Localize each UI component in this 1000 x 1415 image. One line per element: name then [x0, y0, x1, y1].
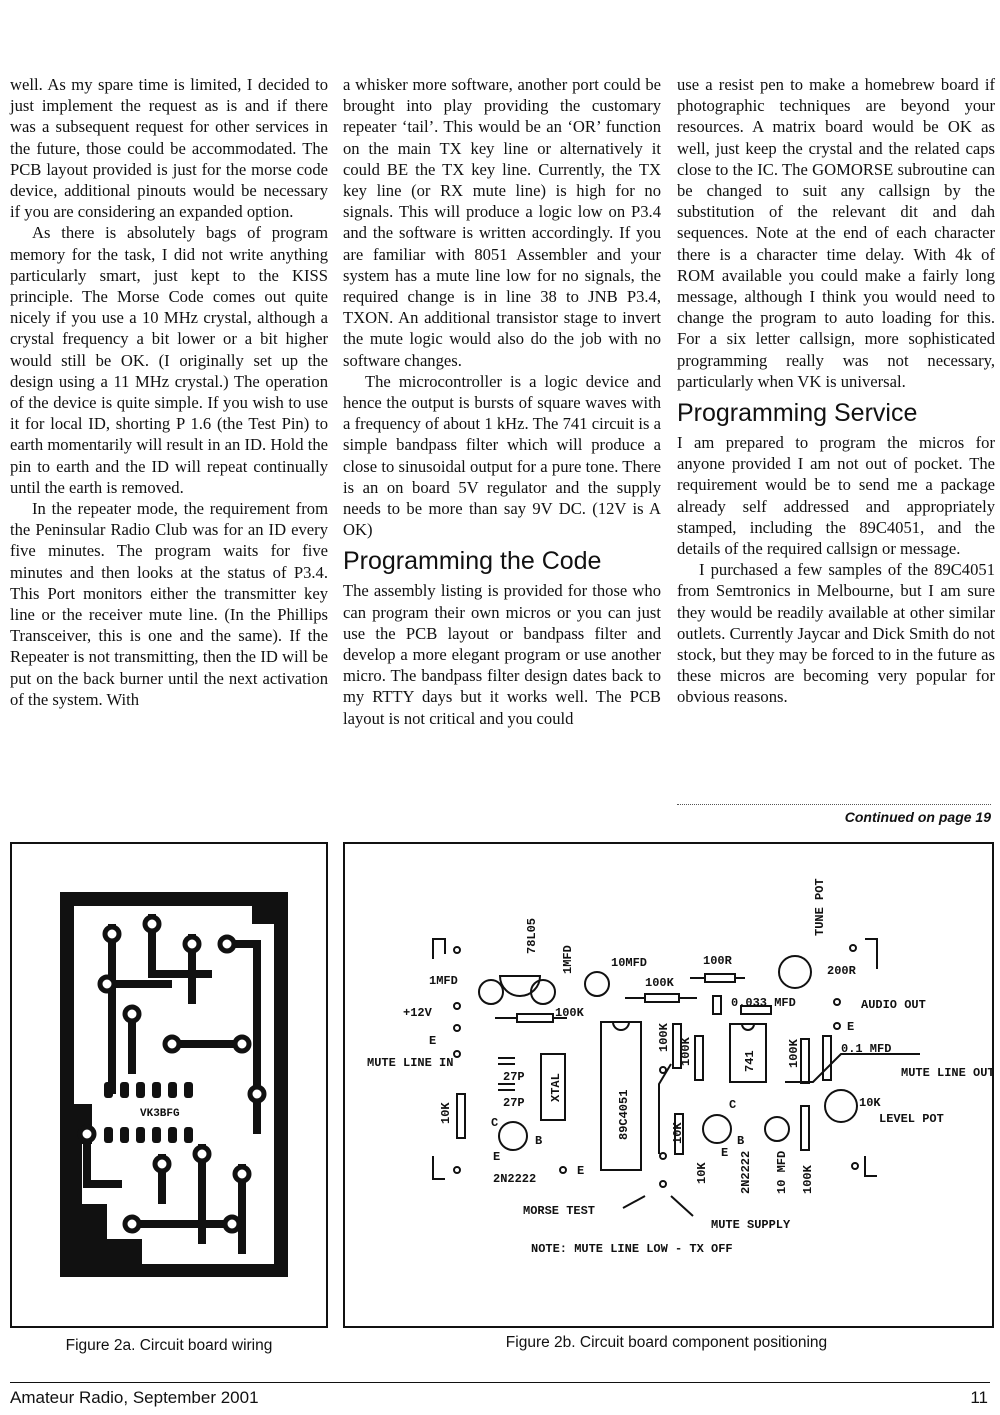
label: 100K	[657, 1023, 671, 1052]
paragraph: In the repeater mode, the requirement from the Peninsular Radio Club was for an ID every five minutes. The program waits for five minutes and then looks at the status of P3.4. This Port monitors either the transmitter key line or the receiver mute line. (In the Phillips Transceiver, this is one and the same). If the Repeater is not transmitting, then the ID will be put on the back burner until the next activation of the system. With	[10, 499, 328, 709]
label: B	[535, 1134, 543, 1148]
page-number: 11	[970, 1388, 988, 1407]
footer-publication: Amateur Radio, September 2001	[10, 1388, 259, 1407]
label: 100R	[703, 954, 732, 968]
paragraph: a whisker more software, another port could be brought into play providing the customary repeater ‘tail’. This would be an ‘OR’ function on the main TX key line or alternatively it could BE the TX key line. Currently, the TX key line (or RX mute line) is high for no signals. This will produce a logic low on P3.4 and the software is written accordingly. If you are familiar with 8051 Assembler and your system has a mute line low for no signals, the required change is in line 38 to JNB P3.4, TXON. An additional transistor stage to invert the mute logic would also do the job with no software changes.	[343, 75, 661, 370]
text-column-2	[343, 74, 661, 729]
label: 100K	[801, 1165, 815, 1194]
label: 100K	[555, 1006, 584, 1020]
label: 741	[743, 1050, 757, 1072]
label: 0.1 MFD	[841, 1042, 892, 1056]
label: MUTE SUPPLY	[711, 1218, 791, 1232]
figure-2a-caption: Figure 2a. Circuit board wiring	[65, 1337, 273, 1354]
paragraph: I purchased a few samples of the 89C4051 from Semtronics in Melbourne, but I am sure they would be readily available at other similar outlets. Currently Jaycar and Dick Smith do not stock, but they may be forced to in the future as these micros are becoming very popular for obvious reasons.	[677, 560, 995, 707]
paragraph: use a resist pen to make a homebrew board if photographic techniques are beyond your resources. A matrix board would be OK as well, just keep the crystal and the related caps close to the IC. The GOMORSE subroutine can be changed to suit any callsign by the substitution of the relevant dit and dah sequences. Note at the end of each character there is a character time delay. With 4k of ROM available you could make a fairly long message, although I think you would need to change the program to auto loading for this. For a six letter callsign, more sophisticated programming really was not necessary, particularly when VK is universal.	[677, 75, 995, 391]
paragraph: As there is absolutely bags of program memory for the task, I did not write anything particularly smart, just kept to the KISS principle. The Morse Code comes out quite nicely if you use a 10 MHz crystal, although a crystal frequency a bit lower or a bit higher would still be OK. (I originally set up the design using a 11 MHz crystal.) The operation of the device is quite simple. If you wish to use it for local ID, shorting P 1.6 (the Test Pin) to earth momentarily will result in an ID. Hold the pin to earth and the ID will repeat continually until the earth is removed.	[10, 223, 328, 497]
label: 1MFD	[561, 945, 575, 974]
label: 10K	[671, 1122, 685, 1144]
label: 89C4051	[617, 1089, 631, 1140]
label: MUTE LINE OUT	[901, 1066, 992, 1080]
text-column-1	[10, 74, 328, 710]
label: TUNE POT	[813, 878, 827, 936]
label: C	[729, 1098, 737, 1112]
label: +12V	[403, 1006, 432, 1020]
text-column-3	[677, 74, 995, 708]
label: 27P	[503, 1096, 525, 1110]
label: 10K	[439, 1102, 453, 1124]
section-heading-programming-service: Programming Service	[677, 399, 918, 428]
label: E	[847, 1020, 855, 1034]
paragraph: well. As my spare time is limited, I decided to just implement the request as is and if there was a subsequent request for other services in the future, those could be accommodated. The PCB layout provided is just for the morse code device, additional pinouts would be necessary if you are considering an expanded option.	[10, 75, 328, 222]
figure-2b-component-layout	[343, 842, 994, 1328]
component-diagram	[345, 844, 992, 1326]
label: 10K	[859, 1096, 881, 1110]
label: 100K	[679, 1037, 693, 1066]
label: B	[737, 1134, 745, 1148]
label: MORSE TEST	[523, 1204, 596, 1218]
figure-2b-caption: Figure 2b. Circuit board component positioning	[505, 1334, 828, 1351]
label: 10MFD	[611, 956, 648, 970]
label: 27P	[503, 1070, 525, 1084]
section-heading-programming-code: Programming the Code	[343, 547, 602, 576]
page-footer	[10, 1382, 990, 1408]
label: 10 MFD	[775, 1150, 789, 1194]
pcb-label: VK3BFG	[140, 1108, 180, 1120]
paragraph: The assembly listing is provided for those who can program their own micros or you can just use the PCB layout or bandpass filter and develop a more elegant program or use another micro. The bandpass filter design dates back to my RTTY days but it works well. The PCB layout is not critical and you could	[343, 581, 661, 728]
label: 200R	[827, 964, 856, 978]
label: E	[429, 1034, 437, 1048]
label: 100K	[787, 1039, 801, 1068]
label: 2N2222	[493, 1172, 537, 1186]
label: E	[721, 1146, 729, 1160]
pcb-artwork	[12, 844, 326, 1326]
label: E	[577, 1164, 585, 1178]
label: 10K	[695, 1162, 709, 1184]
label: 78L05	[525, 917, 539, 954]
paragraph: I am prepared to program the micros for anyone provided I am not out of pocket. The requirement would be to send me a package already self addressed and appropriately stamped, including the 89C4051, and the details of the required callsign or message.	[677, 433, 995, 559]
label: NOTE: MUTE LINE LOW - TX OFF	[531, 1242, 733, 1256]
label: 1MFD	[429, 974, 458, 988]
label: AUDIO OUT	[861, 998, 926, 1012]
label: XTAL	[549, 1073, 563, 1102]
label: C	[491, 1116, 499, 1130]
paragraph: The microcontroller is a logic device and hence the output is bursts of square waves with a frequency of about 1 kHz. The 741 circuit is a simple bandpass filter which will produce a close to sinusoidal output for a pure tone. There is an on board 5V regulator and the supply needs to be more than say 9V DC. (12V is A OK)	[343, 371, 661, 540]
label: MUTE LINE IN	[367, 1056, 454, 1070]
label: 0.033 MFD	[731, 996, 796, 1010]
continued-note: Continued on page 19	[677, 804, 991, 825]
label: LEVEL POT	[879, 1112, 944, 1126]
label: 2N2222	[739, 1150, 753, 1194]
label: 100K	[645, 976, 674, 990]
label: E	[493, 1150, 501, 1164]
figure-2a-pcb-wiring	[10, 842, 328, 1328]
